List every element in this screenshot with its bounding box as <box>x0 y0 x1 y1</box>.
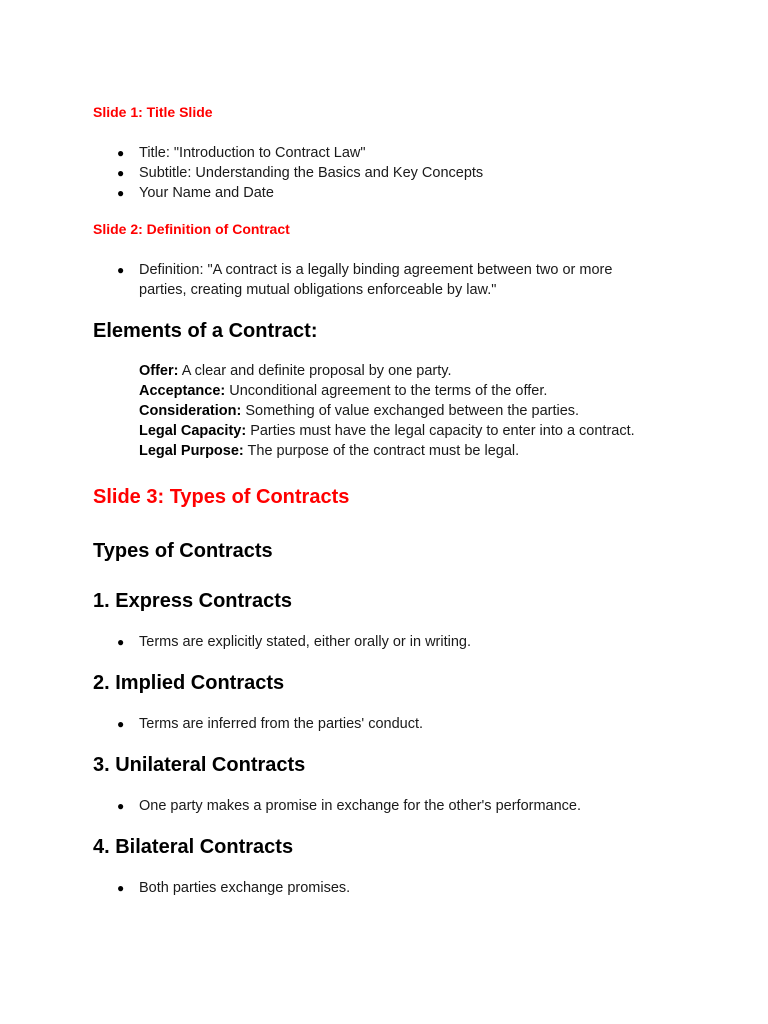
list-item-text: Title: "Introduction to Contract Law" <box>139 145 366 161</box>
type-title: 4. Bilateral Contracts <box>93 836 294 858</box>
slide2-heading: Slide 2: Definition of Contract <box>93 221 290 237</box>
bullet-icon: ● <box>117 146 125 160</box>
element-row <box>139 421 635 441</box>
type-bullet-list <box>93 714 423 734</box>
element-label: Offer: <box>139 363 179 379</box>
type-title: 3. Unilateral Contracts <box>93 754 306 776</box>
type-bullet-list <box>93 878 350 898</box>
types-heading: Types of Contracts <box>93 540 273 562</box>
bullet-icon: ● <box>117 186 125 200</box>
list-item-text: Subtitle: Understanding the Basics and Key Concepts <box>139 165 484 181</box>
element-text: The purpose of the contract must be legal. <box>243 443 520 459</box>
slide1-heading: Slide 1: Title Slide <box>93 104 213 120</box>
element-label: Consideration: <box>139 403 242 419</box>
element-text: Unconditional agreement to the terms of the offer. <box>225 383 548 399</box>
definition-line-2: parties, creating mutual obligations enforceable by law." <box>139 282 497 298</box>
element-row <box>139 361 635 381</box>
list-item-text: Terms are explicitly stated, either orally or in writing. <box>139 634 472 650</box>
element-text: Parties must have the legal capacity to enter into a contract. <box>246 423 635 439</box>
list-item <box>93 163 483 183</box>
element-row <box>139 401 635 421</box>
bullet-icon: ● <box>117 717 125 731</box>
slide2-bullet-list <box>93 260 612 300</box>
type-bullet-list <box>93 632 471 652</box>
element-label: Legal Capacity: <box>139 423 247 439</box>
element-text: Something of value exchanged between the parties. <box>241 403 580 419</box>
bullet-icon: ● <box>117 263 125 277</box>
list-item-text: Both parties exchange promises. <box>139 880 351 896</box>
type-title: 1. Express Contracts <box>93 590 292 612</box>
element-text: A clear and definite proposal by one party. <box>178 363 452 379</box>
list-item-text: Terms are inferred from the parties' conduct. <box>139 716 424 732</box>
list-item-text: One party makes a promise in exchange for the other's performance. <box>139 798 582 814</box>
slide3-heading: Slide 3: Types of Contracts <box>93 486 350 508</box>
element-label: Acceptance: <box>139 383 226 399</box>
definition-line-1: Definition: "A contract is a legally binding agreement between two or more <box>139 262 613 278</box>
list-item <box>93 796 581 816</box>
list-item <box>93 714 423 734</box>
bullet-icon: ● <box>117 799 125 813</box>
element-label: Legal Purpose: <box>139 443 244 459</box>
slide1-bullet-list <box>93 143 483 203</box>
bullet-icon: ● <box>117 166 125 180</box>
list-item <box>93 260 612 300</box>
bullet-icon: ● <box>117 881 125 895</box>
type-bullet-list <box>93 796 581 816</box>
elements-list <box>139 361 635 461</box>
elements-heading: Elements of a Contract: <box>93 320 318 342</box>
list-item <box>93 878 350 898</box>
list-item <box>93 143 483 163</box>
bullet-icon: ● <box>117 635 125 649</box>
list-item <box>93 632 471 652</box>
type-title: 2. Implied Contracts <box>93 672 285 694</box>
list-item-text: Your Name and Date <box>139 185 274 201</box>
element-row <box>139 441 635 461</box>
list-item <box>93 183 483 203</box>
element-row <box>139 381 635 401</box>
